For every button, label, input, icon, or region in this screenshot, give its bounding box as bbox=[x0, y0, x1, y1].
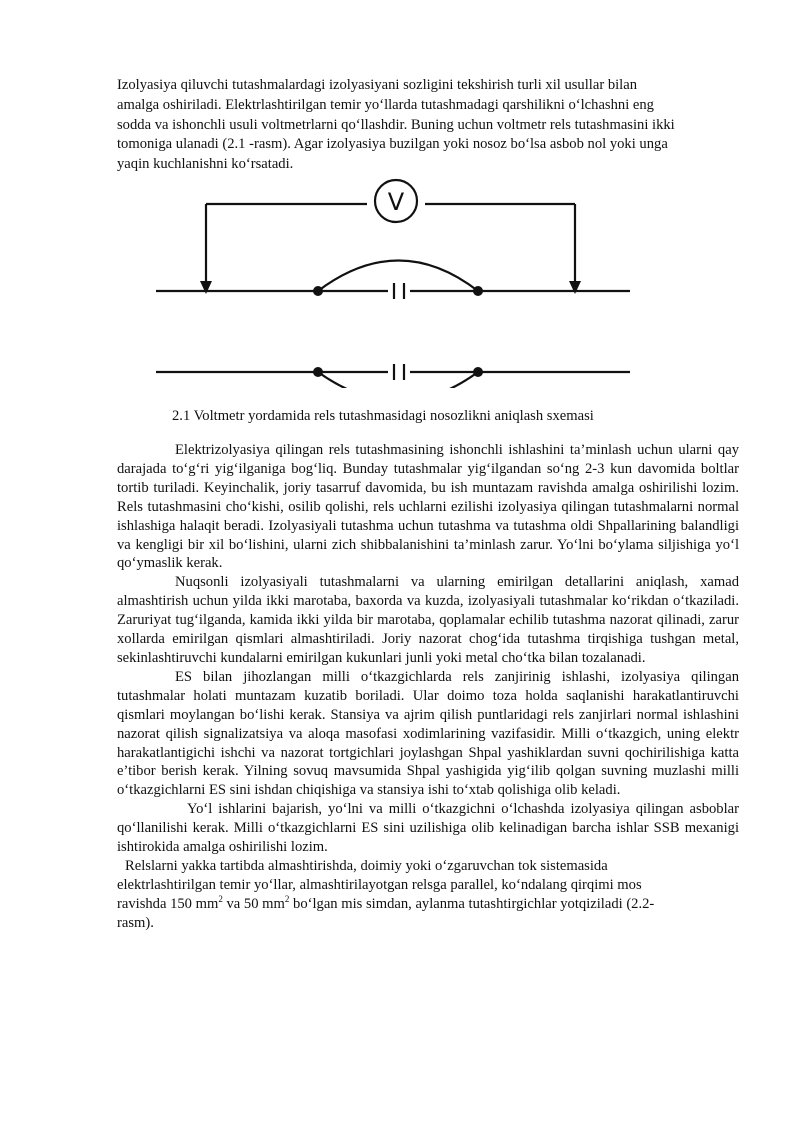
text-fragment: ravishda 150 mm bbox=[117, 895, 219, 912]
text-line-with-units bbox=[117, 895, 739, 914]
intro-paragraph bbox=[117, 76, 742, 175]
superscript: 2 bbox=[284, 893, 290, 904]
text-line: Relslarni yakka tartibda almashtirishda, doimiy yoki o‘zgaruvchan tok sistemasida bbox=[125, 857, 608, 874]
figure-caption: 2.1 Voltmetr yordamida rels tutashmasidagi nosozlikni aniqlash sxemasi bbox=[172, 408, 594, 424]
junction-dot bbox=[313, 367, 323, 377]
intro-line: Izolyasiya qiluvchi tutashmalardagi izolyasiyani sozligini tekshirish turli xil usullar bilan bbox=[117, 77, 638, 93]
voltmeter-circuit-diagram bbox=[148, 178, 638, 388]
junction-dot bbox=[473, 367, 483, 377]
junction-dot bbox=[313, 286, 323, 296]
jumper-arc-bottom bbox=[318, 372, 478, 388]
paragraph: Yo‘l ishlarini bajarish, yo‘lni va milli o‘tkazgichni o‘lchashda izolyasiya qilingan asboblar qo‘llanilishi kerak. Milli o‘tkazgichlarni ES sini uzilishiga olib kelinadigan barcha ishlar SSB mexanigi ishtirokida amalga oshirilishi lozim. bbox=[117, 801, 739, 856]
voltmeter-label: V bbox=[387, 188, 405, 216]
text-line: rasm). bbox=[117, 914, 154, 931]
jumper-arc-top bbox=[318, 261, 478, 292]
junction-dot bbox=[473, 286, 483, 296]
intro-line: tomoniga ulanadi (2.1 -rasm). Agar izolyasiya buzilgan yoki nosoz bo‘lsa asbob nol yoki unga bbox=[117, 136, 668, 153]
paragraph: Nuqsonli izolyasiyali tutashmalarni va ularning emirilgan detallarini aniqlash, xamad almashtirish uchun yilda ikki marotaba, baxorda va kuzda, izolyasiyali tutashmalar ko‘rikdan o‘tkaziladi. Zaruriyat tug‘ilganda, kamida ikki yilda bir marotaba, qoplamalar echilib tutashma nazorat qilinadi, zarur xollarda emirilgan qismlari almashtiriladi. Joriy nazorat chog‘ida tutashma tirqishiga tushgan metal, sekinlashtiruvchi kundalarni emirilgan kukunlari junli yoki metal cho‘tka bilan tozalanadi. bbox=[117, 574, 739, 666]
intro-line: sodda va ishonchli usuli voltmetrlarni qo‘llashdir. Buning uchun voltmetr rels tutashmasini ikki bbox=[117, 116, 675, 133]
body-text bbox=[117, 441, 739, 933]
intro-line: yaqin kuchlanishni ko‘rsatadi. bbox=[117, 156, 294, 173]
intro-line: amalga oshiriladi. Elektrlashtirilgan temir yo‘llarda tutashmadagi qarshilikni o‘lchashni eng bbox=[117, 96, 654, 113]
text-fragment: va 50 mm bbox=[222, 895, 285, 912]
paragraph: Elektrizolyasiya qilingan rels tutashmasining ishonchli ishlashini ta’minlash uchun ularni qay darajada to‘g‘ri yig‘ilganiga bog‘liq. Bunday tutashmalar yig‘ilgandan so‘ng 2-3 kun davomida boltlar tortib turiladi. Keyinchalik, joriy tasarruf davomida, bu ish muntazam ravishda amalga oshirilishi lozim. Rels tutashmasini cho‘kishi, osilib qolishi, rels uchlarni ezilishi izolyasiya qilingan tutashmalarni normal ishlashiga halaqit beradi. Izolyasiyali tutashma uchun tutashma va tutashma oldi Shpallarining balandligi va kengligi bir xil bo‘lishini, ularni zich shibbalanishini ta’minlash zarur. Yo‘lni bo‘ylama siljishiga yo‘l qo‘ymaslik kerak. bbox=[117, 442, 739, 572]
paragraph-last bbox=[117, 857, 739, 933]
text-line: elektrlashtirilgan temir yo‘llar, almashtirilayotgan relsga parallel, ko‘ndalang qirqimi mos bbox=[117, 876, 642, 893]
text-fragment: bo‘lgan mis simdan, aylanma tutashtirgichlar yotqiziladi (2.2- bbox=[289, 895, 655, 912]
superscript: 2 bbox=[218, 893, 223, 904]
paragraph: ES bilan jihozlangan milli o‘tkazgichlarda rels zanjirinig ishlashi, izolyasiya qilingan tutashmalar holati muntazam kuzatib boriladi. Ular doimo toza holda saqlanishi harakatlantiruvchi qismlari moylangan bo‘lishi kerak. Stansiya va ajrim qilish puntlaridagi rels zanjirlari normal ishlashini nazorat qilish signalizatsiya va aloqa masofasi xodimlarining vazifasidir. Milli o‘tkazgich, uning elektr harakatlantigichi ishchi va nazorat tortgichlari joylashgan Shpal yashiklardan suvni qochirilishiga katta e’tibor berish kerak. Yilning sovuq mavsumida Shpal yashigida yig‘ilib qolgan suvning muzlashi milli o‘tkazgichlarni ES sini ishdan chiqishiga va stansiya ishi to‘xtab qolishiga olib keladi. bbox=[117, 668, 739, 799]
